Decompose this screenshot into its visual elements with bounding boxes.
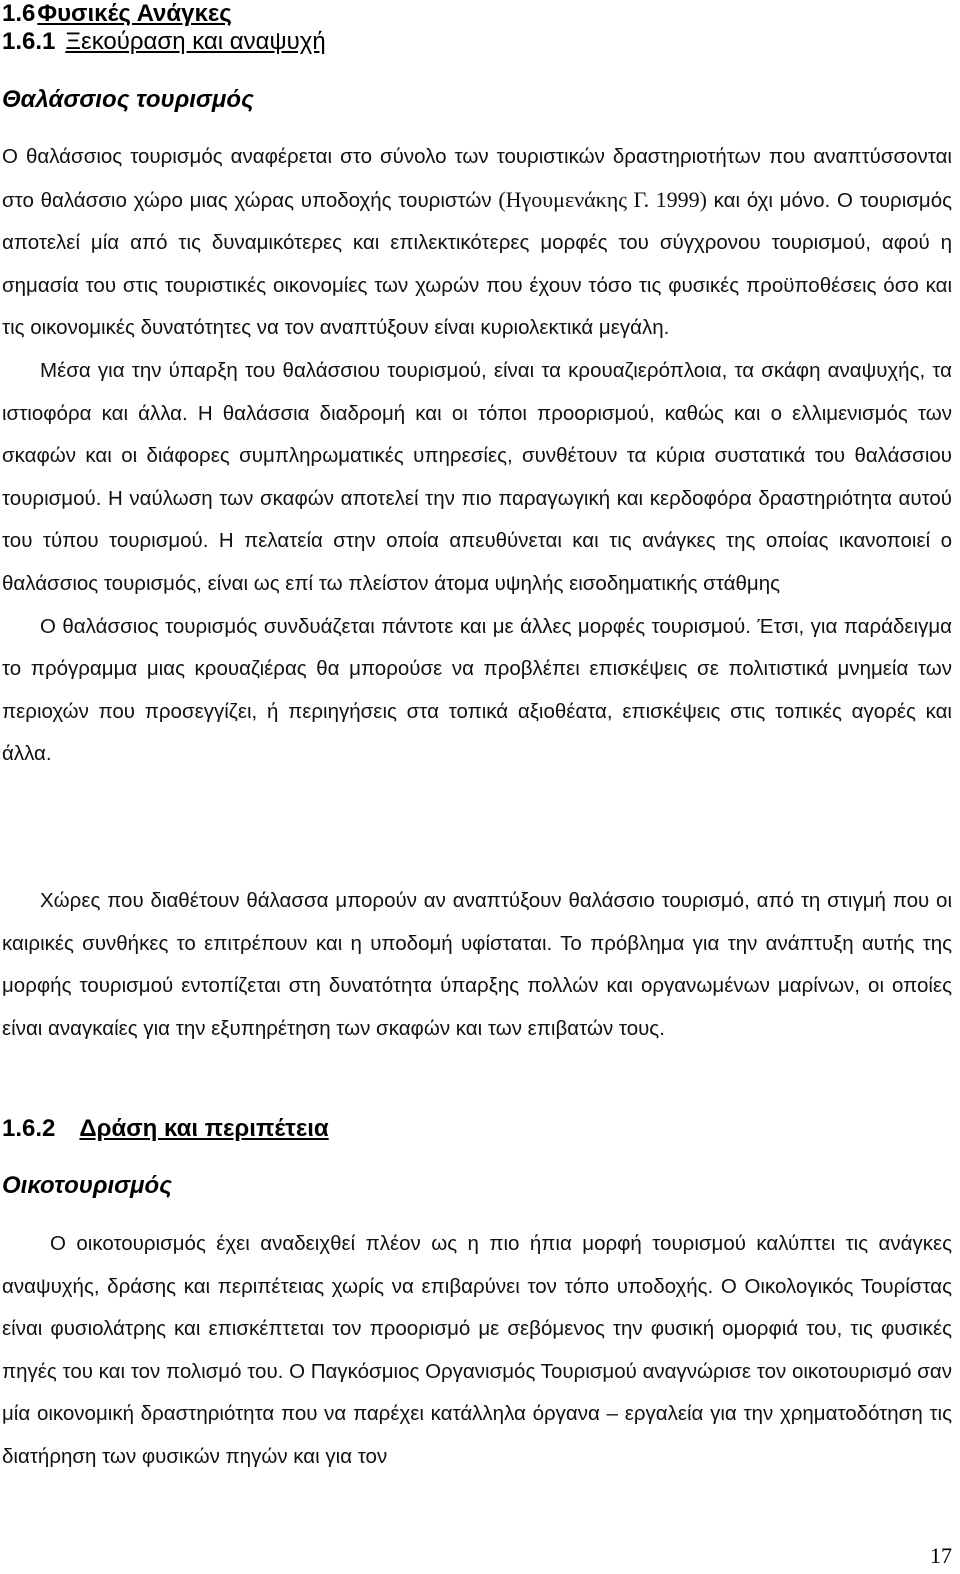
subsection-heading-2 <box>2 1113 329 1145</box>
subsection-title-1: Ξεκούραση και αναψυχή <box>65 28 326 55</box>
citation: (Ηγουμενάκης Γ. 1999) <box>498 186 707 212</box>
marine-tourism-heading: Θαλάσσιος τουρισμός <box>2 86 254 113</box>
marine-tourism-paragraph-1: Ο θαλάσσιος τουρισμός αναφέρεται στο σύνολο των τουριστικών δραστηριοτήτων που αναπτύσσονται στο θαλάσσιο χώρο μιας χώρας υποδοχής τουριστών (Ηγουμενάκης Γ. 1999) και όχι μόνο. Ο τουρισμός αποτελεί μία από τις δυναμικότερες και επιλεκτικότερες μορφές του σύγχρονου τουρισμού, αφού η σημασία του στις τουριστικές οικονομίες των χωρών που έχουν τόσο τις φυσικές προϋποθέσεις όσο και τις οικονομικές δυνατότητες να τον αναπτύξουν είναι κυριολεκτικά μεγάλη. <box>2 145 952 340</box>
ecotourism-heading: Οικοτουρισμός <box>2 1172 172 1199</box>
marine-tourism-paragraph-2: Μέσα για την ύπαρξη του θαλάσσιου τουρισμού, είναι τα κρουαζιερόπλοια, τα σκάφη αναψυχής, τα ιστιοφόρα και άλλα. Η θαλάσσια διαδρομή και οι τόποι προορισμού, καθώς και ο ελλιμενισμός των σκαφών και οι διάφορες συμπληρωματικές υπηρεσίες, συνθέτουν τα κύρια συστατικά του θαλάσσιου τουρισμού. Η ναύλωση των σκαφών αποτελεί την πιο παραγωγική και κερδοφόρα δραστηριότητα αυτού του τύπου τουρισμού. Η πελατεία στην οποία απευθύνεται και τις ανάγκες της οποίας ικανοποιεί ο θαλάσσιος τουρισμός, είναι ως επί τω πλείστον άτομα υψηλής εισοδηματικής στάθμης <box>2 358 952 595</box>
subsection-number-2: 1.6.2 <box>2 1115 56 1142</box>
section-title: Φυσικές Ανάγκες <box>37 0 232 27</box>
ecotourism-body <box>2 1223 952 1479</box>
marine-tourism-body <box>2 136 952 776</box>
subsection-number-1: 1.6.1 <box>2 28 56 55</box>
ecotourism-paragraph-1: Ο οικοτουρισμός έχει αναδειχθεί πλέον ως η πιο ήπια μορφή τουρισμού καλύπτει τις ανάγκες αναψυχής, δράσης και περιπέτειας χωρίς να επιβαρύνει τον τόπο υποδοχής. Ο Οικολογικός Τουρίστας είναι φυσιολάτρης και επισκέπτεται τον προορισμό με σεβόμενος την φυσική ομορφιά του, τις φυσικές πηγές του και τον πολισμό του. Ο Παγκόσμιος Οργανισμός Τουρισμού αναγνώρισε τον οικοτουρισμό σαν μία οικονομική δραστηριότητα που να παρέχει κατάλληλα όργανα – εργαλεία για την χρηματοδότηση τις διατήρηση των φυσικών πηγών και για τον <box>2 1232 952 1468</box>
marine-tourism-paragraph-3: Ο θαλάσσιος τουρισμός συνδυάζεται πάντοτε και με άλλες μορφές τουρισμού. Έτσι, για παράδειγμα το πρόγραμμα μιας κρουαζιέρας θα μπορούσε να προβλέπει επισκέψεις σε πολιτιστικά μνημεία των περιοχών που προσεγγίζει, ή περιηγήσεις στα τοπικά αξιοθέατα, επισκέψεις στις τοπικές αγορές και άλλα. <box>2 614 952 766</box>
marine-tourism-paragraph-4: Χώρες που διαθέτουν θάλασσα μπορούν αν αναπτύξουν θαλάσσιο τουρισμό, από τη στιγμή που οι καιρικές συνθήκες το επιτρέπουν και η υποδομή υφίσταται. Το πρόβλημα για την ανάπτυξη αυτής της μορφής τουρισμού εντοπίζεται στη δυνατότητα ύπαρξης πολλών και οργανωμένων μαρίνων, οι οποίες είναι αναγκαίες για την εξυπηρέτηση των σκαφών και των επιβατών τους. <box>2 889 952 1040</box>
marine-tourism-body-2 <box>2 880 952 1050</box>
page-number: 17 <box>930 1543 952 1568</box>
subsection-title-2: Δράση και περιπέτεια <box>79 1115 329 1142</box>
section-heading <box>2 0 232 28</box>
subsection-heading-1 <box>2 27 326 57</box>
section-number: 1.6 <box>2 0 36 27</box>
